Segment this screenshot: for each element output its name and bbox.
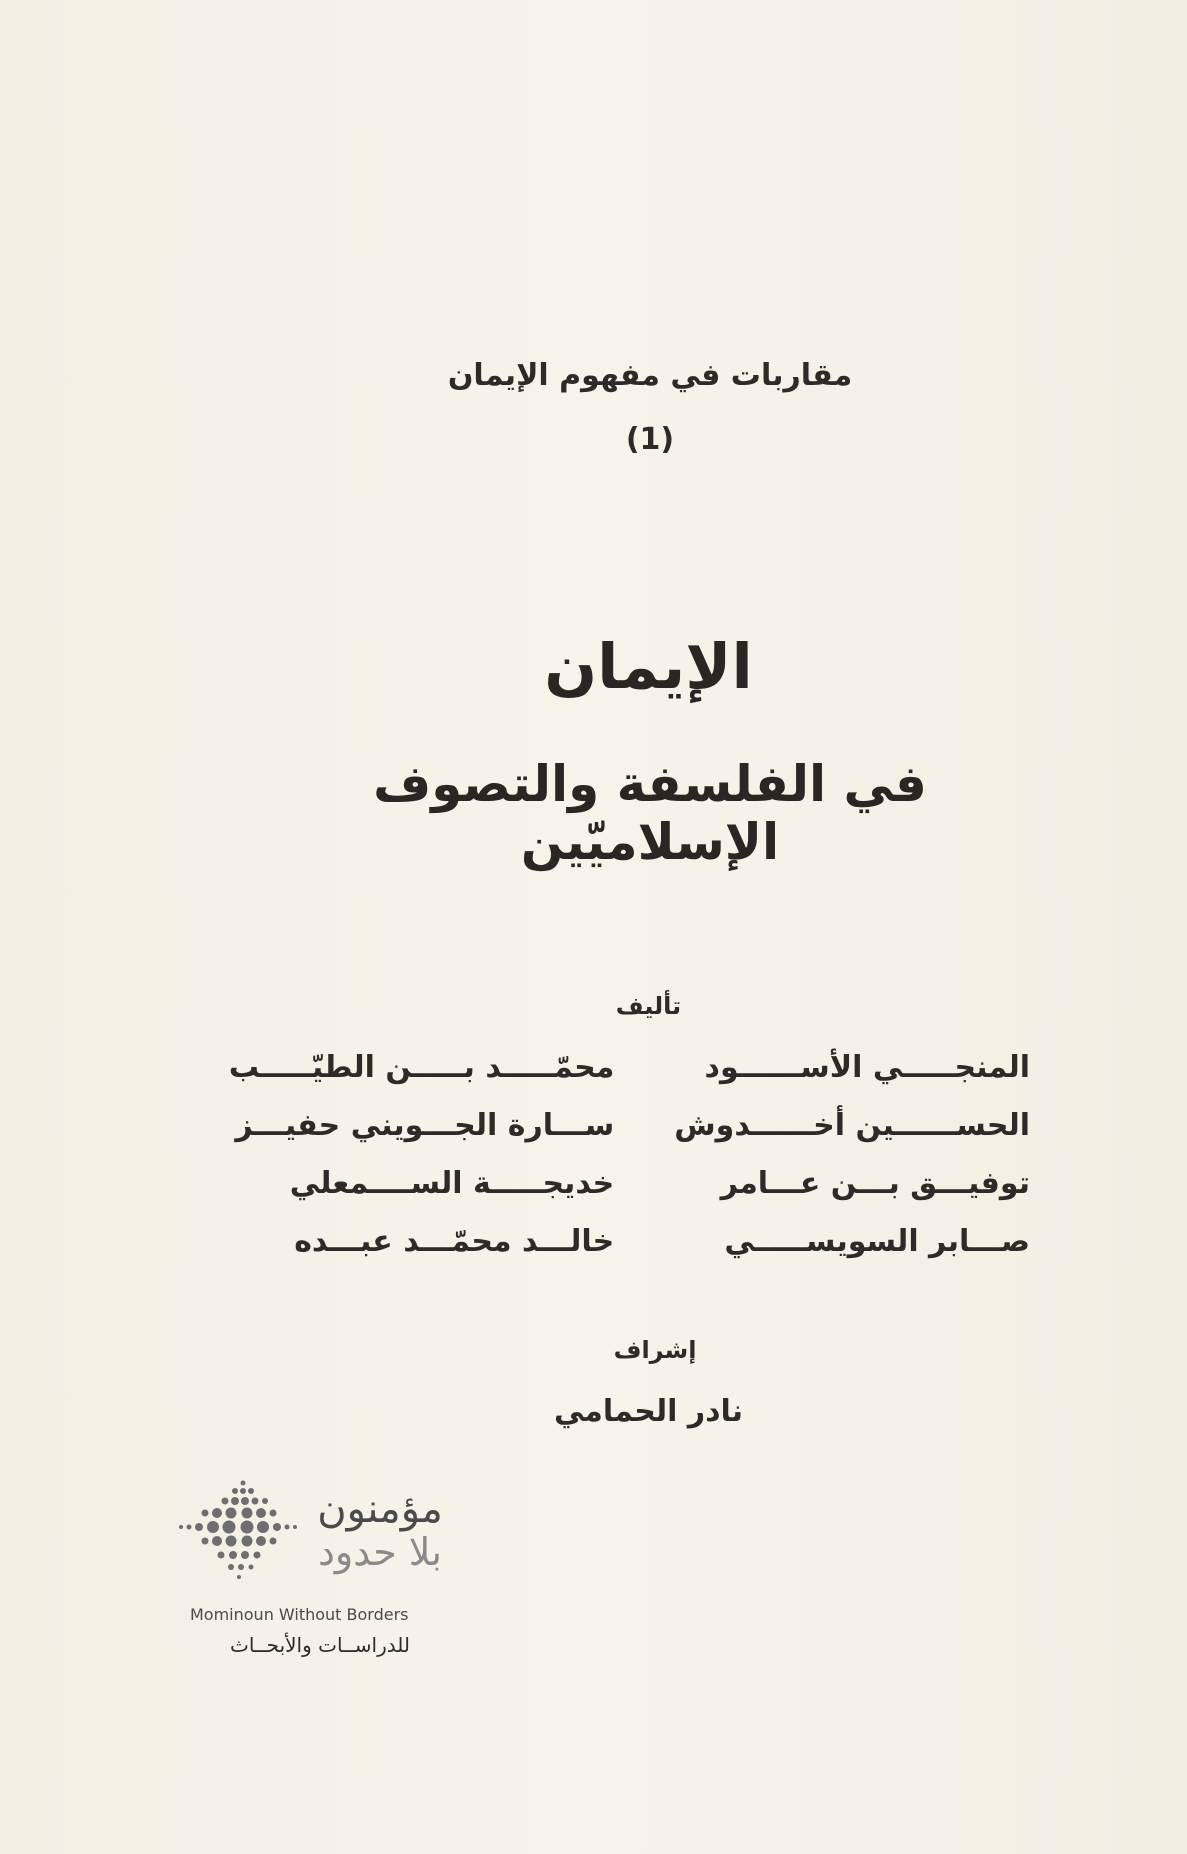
author-name: صـــابر السويســـــي: [724, 1224, 1030, 1259]
author-name: محمّـــــد بـــــن الطيّـــــب: [228, 1050, 615, 1085]
publisher-dots-icon: [175, 1475, 305, 1595]
authors-label: تأليف: [615, 992, 682, 1020]
supervision-label: إشراف: [613, 1336, 697, 1364]
publisher-name-ar-bottom: بلا حدود: [317, 1530, 443, 1574]
book-subtitle: في الفلسفة والتصوف الإسلاميّين: [373, 755, 927, 871]
author-name: توفيـــق بـــن عـــامر: [720, 1166, 1030, 1201]
series-title: مقاربات في مفهوم الإيمان: [447, 358, 853, 393]
author-name: خالـــد محمّـــد عبـــده: [294, 1224, 615, 1259]
authors-list: [228, 1050, 1030, 1260]
publisher-name-ar-top: مؤمنون: [317, 1486, 443, 1532]
author-name: المنجـــــي الأســــــود: [704, 1050, 1030, 1085]
publisher-tagline: للدراســات والأبحــاث: [230, 1633, 410, 1657]
publisher-name-en: Mominoun Without Borders: [190, 1605, 409, 1624]
author-name: الحســــــين أخــــــدوش: [674, 1108, 1030, 1143]
book-title: الإيمان: [544, 630, 753, 703]
series-number: (1): [625, 422, 675, 457]
supervisor-name: نادر الحمامي: [553, 1394, 744, 1429]
publisher-logo: [175, 1475, 455, 1665]
author-name: ســـارة الجـــويني حفيـــز: [235, 1108, 615, 1143]
author-name: خديجـــــة الســــمعلي: [289, 1166, 615, 1201]
